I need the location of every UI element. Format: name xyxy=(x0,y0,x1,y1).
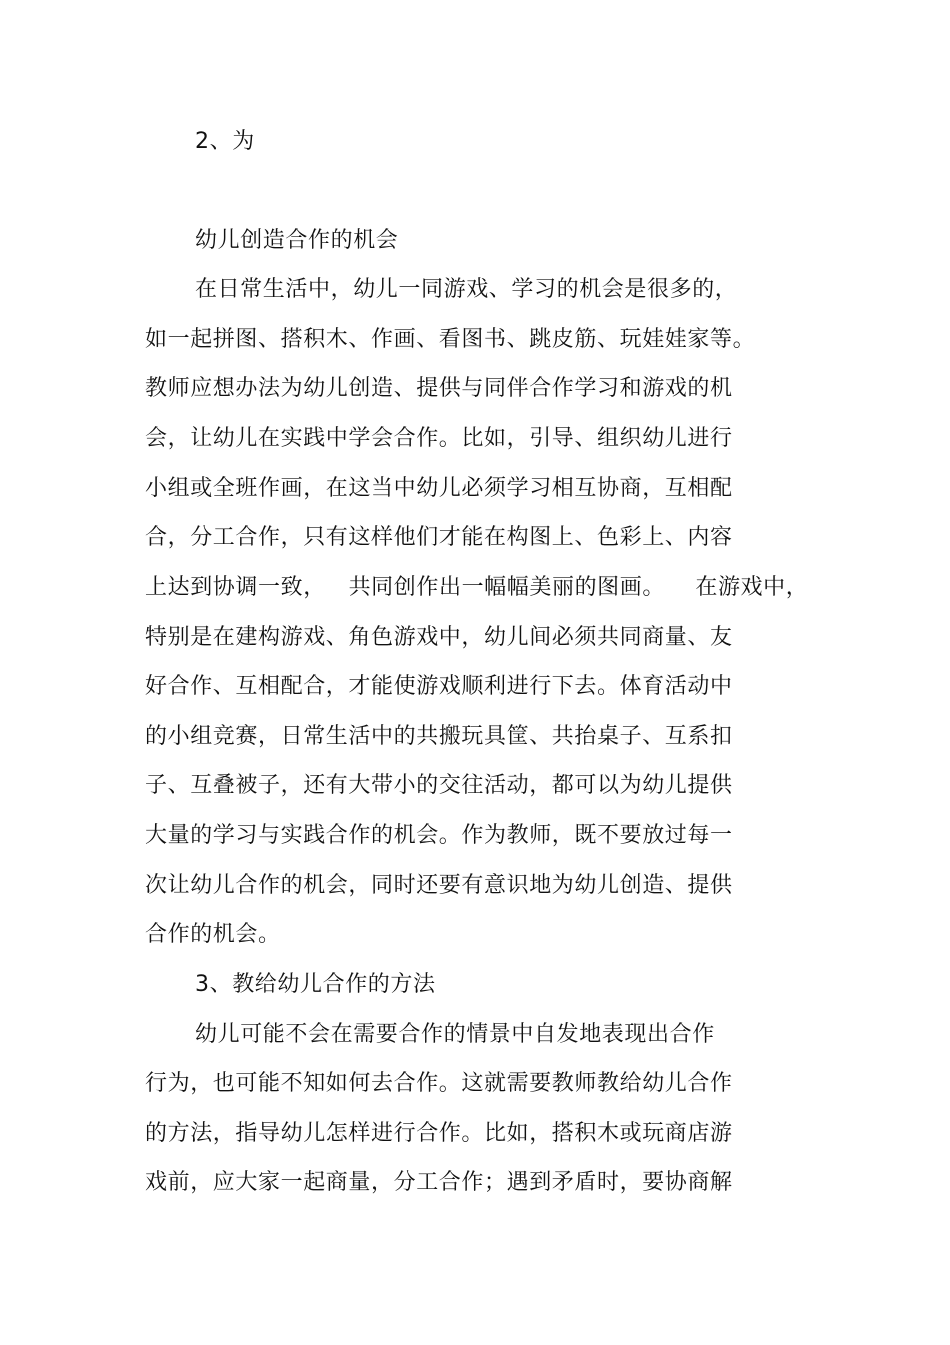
paragraph-line: 子、互叠被子，还有大带小的交往活动，都可以为幼儿提供 xyxy=(145,773,733,798)
paragraph-line: 上达到协调一致， 共同创作出一幅幅美丽的图画。 在游戏中， xyxy=(145,575,809,600)
paragraph-line: 教师应想办法为幼儿创造、提供与同伴合作学习和游戏的机 xyxy=(145,376,733,401)
paragraph-line: 合作的机会。 xyxy=(145,922,281,947)
paragraph-line: 好合作、互相配合，才能使游戏顺利进行下去。体育活动中 xyxy=(145,674,733,699)
paragraph-line: 特别是在建构游戏、角色游戏中，幼儿间必须共同商量、友 xyxy=(145,625,733,650)
paragraph-line: 的小组竞赛，日常生活中的共搬玩具筐、共抬桌子、互系扣 xyxy=(145,724,733,749)
paragraph-line: 行为，也可能不知如何去合作。这就需要教师教给幼儿合作 xyxy=(145,1071,733,1096)
paragraph-line: 在日常生活中，幼儿一同游戏、学习的机会是很多的， xyxy=(195,277,738,302)
paragraph-line: 如一起拼图、搭积木、作画、看图书、跳皮筋、玩娃娃家等。 xyxy=(145,327,756,352)
paragraph-line: 小组或全班作画，在这当中幼儿必须学习相互协商，互相配 xyxy=(145,476,733,501)
paragraph-line: 合，分工合作，只有这样他们才能在构图上、色彩上、内容 xyxy=(145,525,733,550)
section-heading-2: 2、为 xyxy=(195,129,255,154)
paragraph-line: 次让幼儿合作的机会，同时还要有意识地为幼儿创造、提供 xyxy=(145,873,733,898)
paragraph-line: 会，让幼儿在实践中学会合作。比如，引导、组织幼儿进行 xyxy=(145,426,733,451)
section-heading-3: 3、教给幼儿合作的方法 xyxy=(195,972,436,997)
paragraph-line: 幼儿可能不会在需要合作的情景中自发地表现出合作 xyxy=(195,1022,715,1047)
paragraph-line: 大量的学习与实践合作的机会。作为教师，既不要放过每一 xyxy=(145,823,733,848)
paragraph-line: 的方法，指导幼儿怎样进行合作。比如，搭积木或玩商店游 xyxy=(145,1121,733,1146)
paragraph-line: 戏前，应大家一起商量，分工合作；遇到矛盾时，要协商解 xyxy=(145,1170,733,1195)
section-subheading: 幼儿创造合作的机会 xyxy=(195,228,399,253)
